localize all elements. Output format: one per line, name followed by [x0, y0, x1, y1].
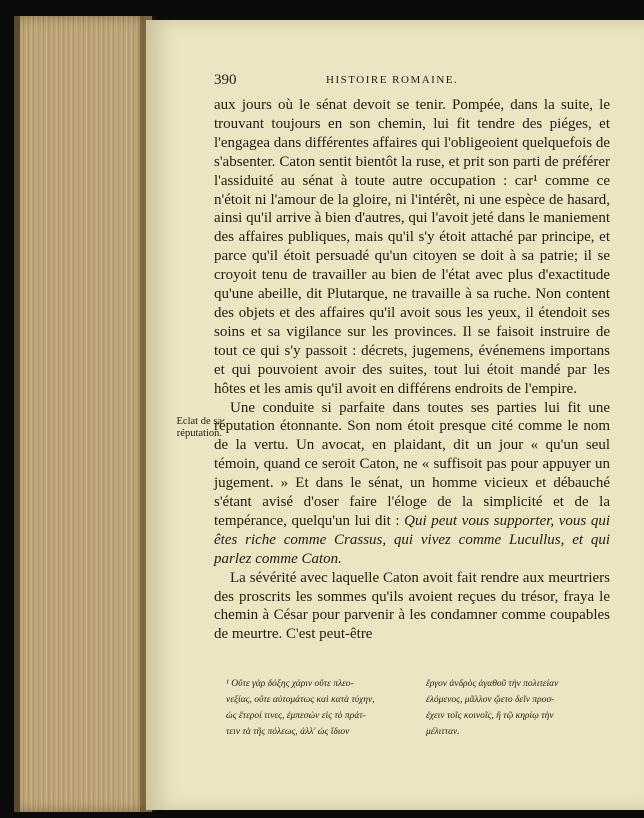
page-number: 390 [214, 72, 237, 88]
open-book [14, 16, 644, 816]
paragraph-1: aux jours où le sénat devoit se tenir. Pompée, dans la suite, le trouvant toujours en son chemin, lui fit tendre des piéges, et l'engagea dans différentes affaires qui l'obligeoient quelquefois de s'absenter. Caton sentit bientôt la ruse, et prit son parti de préférer l'assiduité au sénat à toute autre occupation : car¹ comme ce n'étoit ni l'amour de la gloire, ni l'intérêt, ni une espèce de hasard, ainsi qu'il arrive à bien d'autres, qui l'avoit jeté dans le maniement des affaires publiques, mais qu'il s'y étoit attaché par principe, et parce qu'il étoit persuadé qu'un citoyen se doit à sa patrie; il se croyoit tenu de travailler au bien de l'état avec plus d'exactitude qu'une abeille, dit Plutarque, ne travaille à sa ruche. Non content des objets et des affaires qu'il avoit sous les yeux, il étendoit ses soins et sa vigilance sur les provinces. Il se faisoit instruire de tout ce qui s'y passoit : décrets, jugemens, événemens importans et qui pouvoient avoir des suites, tout lui étoit mandé par les hôtes et les amis qu'il avoit en différens endroits de l'empire. [214, 97, 610, 397]
footnote-line: έχειν τοῖς κοινοῖς, ἢ τῷ κηρίῳ τὴν [426, 711, 554, 721]
footnotes [226, 676, 616, 740]
footnote-line: τειν τὰ τῆς πόλεως, ἀλλ' ὡς ἴδιον [226, 727, 350, 737]
paragraph-2 [214, 399, 610, 569]
paragraph-2-text: Une conduite si parfaite dans toutes ses parties lui fit une réputation étonnante. Son nom étoit presque cité comme le nom de la vertu. Un avocat, en plaidant, dit un jour « qu'un seul témoin, quand ce seroit Caton, ne « suffisoit pas pour appuyer un jugement. » Et dans le sénat, un homme vicieux et débauché s'étant avisé d'oser faire l'éloge de la simplicité et de la tempérance, quelqu'un lui dit : [214, 399, 610, 529]
footnote-line: μέλιτταν. [426, 727, 460, 737]
quotation: Qui peut vous supporter, vous qui êtes riche comme Crassus, qui vivez comme Lucullus, et qui parlez comme Caton. [214, 512, 611, 567]
footnote-line: ¹ Οὔτε γὰρ δόξης χάριν οὔτε πλεο- [226, 679, 354, 689]
margin-note [146, 416, 222, 440]
footnote-line: ἔργον ἀνδρὸς ἀγαθοῦ τὴν πολιτείαν [426, 679, 559, 689]
running-head: HISTOIRE ROMAINE. [326, 74, 459, 86]
margin-note-line-2: réputation. [176, 428, 222, 439]
body-text [214, 96, 610, 644]
paragraph-3: La sévérité avec laquelle Caton avoit fait rendre aux meurtriers des proscrits les sommes qu'ils avoient reçues du trésor, fraya le chemin à César pour parvenir à les condamner comme coupables de meurtre. C'est peut-être [214, 569, 610, 643]
footnote-line: νεξίας, οὔτε αὐτομάτως καὶ κατὰ τύχην, [226, 695, 375, 705]
book-fore-edge [14, 16, 152, 812]
footnote-line: ἑλόμενος, μᾶλλον ᾤετο δεῖν προσ- [426, 695, 555, 705]
book-page [146, 20, 644, 810]
page-header [214, 72, 610, 90]
footnote-column-right [426, 676, 616, 740]
footnote-line: ὡς ἕτεροί τινες, ἐμπεσὼν εἰς τὸ πράτ- [226, 711, 366, 721]
footnote-column-left [226, 676, 416, 740]
margin-note-line-1: Eclat de sa [176, 416, 222, 427]
